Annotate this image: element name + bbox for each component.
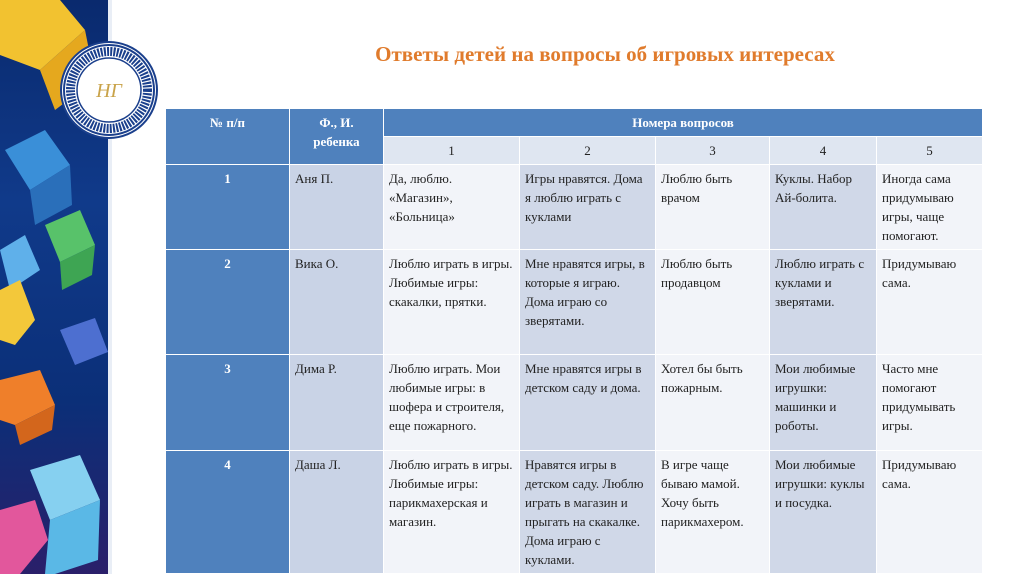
logo-seal-icon [62,43,156,137]
table-row [166,451,983,574]
row-number: 2 [166,250,290,355]
university-logo [62,43,156,137]
question-number: 2 [520,137,656,165]
question-number: 3 [656,137,770,165]
table-row [166,355,983,451]
table-header-row [166,109,983,137]
answer-cell: Мои любимые игрушки: машинки и роботы. [770,355,877,451]
answer-cell: Люблю играть. Мои любимые игры: в шофера и строителя, еще пожарного. [384,355,520,451]
answer-cell: Мне нравятся игры, в которые я играю. Дома играю со зверятами. [520,250,656,355]
answer-cell: Люблю быть продавцом [656,250,770,355]
child-name: Вика О. [290,250,384,355]
table-row [166,165,983,250]
answer-cell: Придумываю сама. [877,451,983,574]
question-number: 5 [877,137,983,165]
answer-cell: Иногда сама придумываю игры, чаще помогают. [877,165,983,250]
answer-cell: Люблю играть в игры. Любимые игры: парикмахерская и магазин. [384,451,520,574]
answer-cell: Люблю играть с куклами и зверятами. [770,250,877,355]
answer-cell: Мои любимые игрушки: куклы и посудка. [770,451,877,574]
answer-cell: Нравятся игры в детском саду. Люблю играть в магазин и прыгать на скакалке. Дома играю с куклами. [520,451,656,574]
answer-cell: Куклы. Набор Ай-болита. [770,165,877,250]
answer-cell: Придумываю сама. [877,250,983,355]
header-name: Ф., И. ребенка [290,109,384,165]
question-number: 1 [384,137,520,165]
child-name: Дима Р. [290,355,384,451]
row-number: 1 [166,165,290,250]
child-name: Аня П. [290,165,384,250]
row-number: 4 [166,451,290,574]
answers-table [165,108,983,574]
header-num: № п/п [166,109,290,165]
answer-cell: Мне нравятся игры в детском саду и дома. [520,355,656,451]
page-title: Ответы детей на вопросы об игровых интересах [375,42,835,66]
answer-cell: Часто мне помогают придумывать игры. [877,355,983,451]
row-number: 3 [166,355,290,451]
child-name: Даша Л. [290,451,384,574]
answer-cell: Да, люблю. «Магазин», «Больница» [384,165,520,250]
answer-cell: Люблю играть в игры. Любимые игры: скакалки, прятки. [384,250,520,355]
answer-cell: В игре чаще бываю мамой. Хочу быть парикмахером. [656,451,770,574]
svg-text:НГ: НГ [96,80,122,102]
answer-cell: Игры нравятся. Дома я люблю играть с куклами [520,165,656,250]
header-questions: Номера вопросов [384,109,983,137]
question-number: 4 [770,137,877,165]
answer-cell: Люблю быть врачом [656,165,770,250]
table-row [166,250,983,355]
answer-cell: Хотел бы быть пожарным. [656,355,770,451]
